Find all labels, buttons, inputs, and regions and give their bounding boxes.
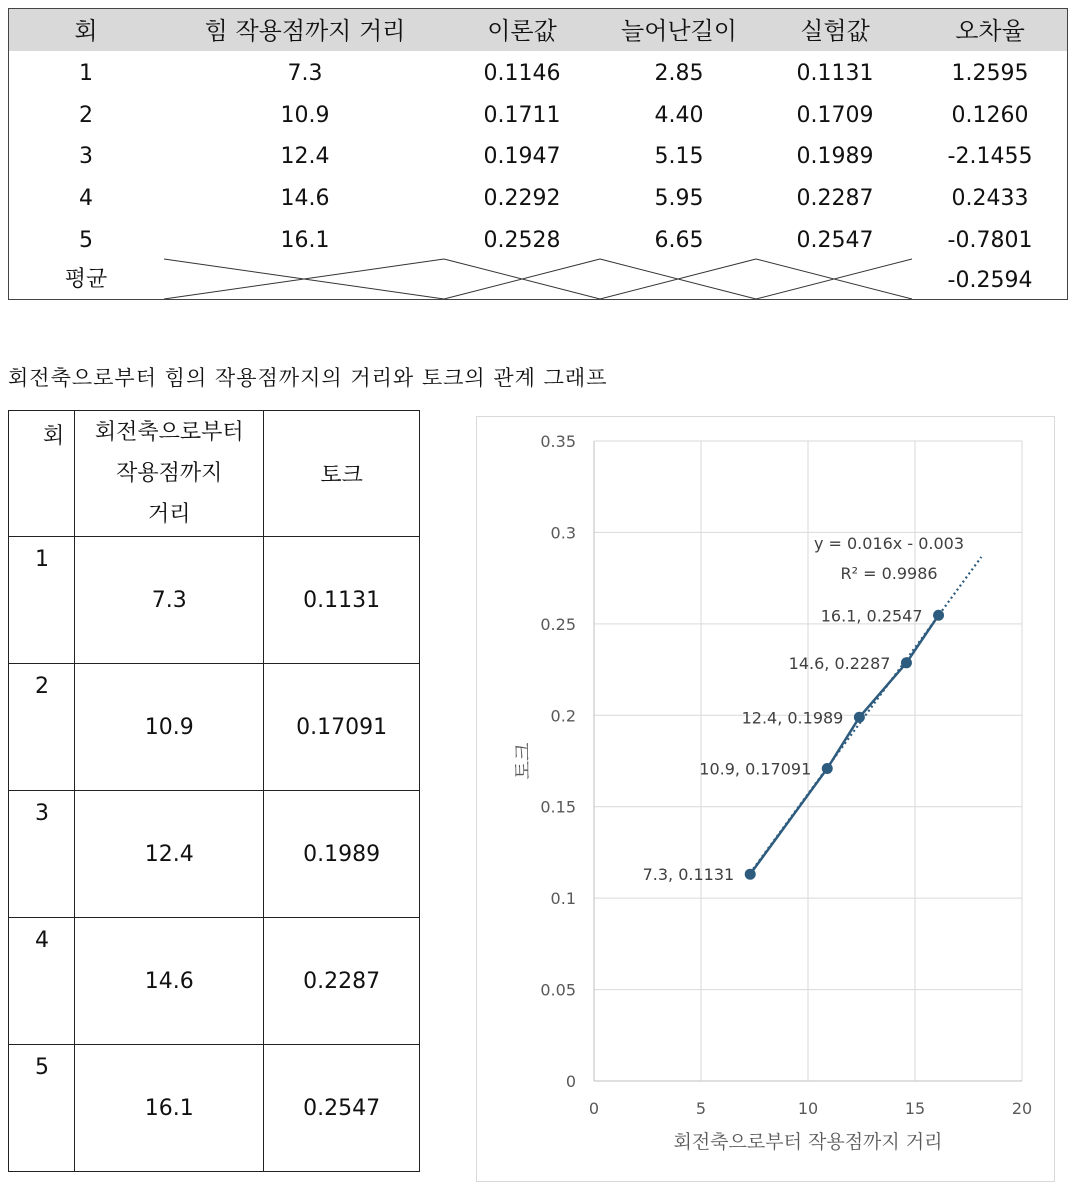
data-point (822, 763, 833, 774)
cell-elongation: 6.65 (654, 228, 704, 253)
header-error-rate: 오차율 (955, 17, 1025, 45)
cell-theoretical: 0.1711 (483, 103, 561, 128)
cell-distance: 16.1 (280, 228, 330, 253)
row-distance: 16.1 (75, 1045, 264, 1172)
cell-experimental: 0.2287 (796, 186, 874, 211)
cell-error-rate: -0.7801 (947, 228, 1033, 253)
cell-theoretical: 0.1947 (483, 144, 561, 169)
row-index: 5 (9, 1045, 75, 1172)
cell-round: 4 (79, 186, 93, 211)
cell-theoretical: 0.1146 (483, 61, 561, 86)
row-torque: 0.17091 (264, 664, 420, 791)
row-distance: 14.6 (75, 918, 264, 1045)
y-tick-label: 0.35 (540, 432, 576, 451)
cell-experimental: 0.1709 (796, 103, 874, 128)
data-label: 12.4, 0.1989 (741, 708, 844, 728)
x-tick-label: 15 (904, 1099, 926, 1118)
cell-elongation: 5.95 (654, 186, 704, 211)
row-distance: 7.3 (75, 537, 264, 664)
results-table (8, 8, 1068, 300)
table-row (9, 791, 420, 918)
y-tick-label: 0.2 (550, 706, 576, 726)
header-distance-line: 회전축으로부터 (94, 420, 244, 445)
cell-theoretical: 0.2528 (483, 228, 561, 253)
row-torque: 0.1989 (264, 791, 420, 918)
cell-distance: 7.3 (287, 61, 323, 86)
data-point (933, 610, 944, 621)
header-distance-line: 작용점까지 (116, 461, 223, 486)
cell-elongation: 5.15 (654, 144, 704, 169)
average-label: 평균 (64, 267, 108, 292)
header-distance (75, 411, 264, 537)
table-row (9, 1045, 420, 1172)
cell-error-rate: 1.2595 (951, 61, 1029, 86)
cell-distance: 12.4 (280, 144, 330, 169)
x-axis-title: 회전축으로부터 작용점까지 거리 (673, 1131, 943, 1153)
data-label: 16.1, 0.2547 (820, 606, 923, 626)
cell-error-rate: 0.1260 (951, 103, 1029, 128)
cell-distance: 14.6 (280, 186, 330, 211)
cell-experimental: 0.1989 (796, 144, 874, 169)
row-index: 3 (9, 791, 75, 918)
cell-round: 3 (79, 144, 93, 169)
data-point (745, 869, 756, 880)
row-torque: 0.1131 (264, 537, 420, 664)
x-tick-label: 10 (797, 1099, 819, 1118)
chart-svg (477, 417, 1054, 1181)
row-torque: 0.2547 (264, 1045, 420, 1172)
data-point (901, 657, 912, 668)
trendline-equation: y = 0.016x - 0.003 (813, 534, 965, 553)
y-axis-title: 토크 (512, 742, 534, 780)
cell-error-rate: 0.2433 (951, 186, 1029, 211)
header-round: 회 (74, 17, 98, 45)
row-distance: 12.4 (75, 791, 264, 918)
header-index: 회 (9, 411, 75, 537)
cell-round: 5 (79, 228, 93, 253)
cell-elongation: 4.40 (654, 103, 704, 128)
header-distance-line: 거리 (148, 502, 191, 527)
cell-round: 2 (79, 103, 93, 128)
row-index: 4 (9, 918, 75, 1045)
header-distance: 힘 작용점까지 거리 (204, 17, 406, 45)
x-tick-label: 5 (695, 1099, 707, 1118)
x-tick-label: 0 (588, 1099, 600, 1118)
header-theoretical: 이론값 (487, 17, 557, 45)
row-index: 2 (9, 664, 75, 791)
y-tick-label: 0.1 (550, 889, 576, 909)
table-row (9, 537, 420, 664)
row-torque: 0.2287 (264, 918, 420, 1045)
torque-chart (476, 416, 1055, 1182)
header-experimental: 실험값 (800, 17, 870, 45)
header-elongation: 늘어난길이 (621, 17, 737, 45)
trendline-r-squared: R² = 0.9986 (840, 564, 938, 583)
y-tick-label: 0.15 (540, 797, 576, 817)
graph-caption: 회전축으로부터 힘의 작용점까지의 거리와 토크의 관계 그래프 (8, 366, 608, 390)
data-label: 10.9, 0.17091 (699, 759, 812, 779)
y-tick-label: 0.3 (550, 523, 576, 543)
header-torque: 토크 (264, 411, 420, 537)
cell-experimental: 0.1131 (796, 61, 874, 86)
cell-error-rate: -2.1455 (947, 144, 1033, 169)
y-tick-label: 0 (565, 1072, 576, 1091)
row-distance: 10.9 (75, 664, 264, 791)
y-tick-label: 0.05 (540, 980, 576, 1000)
row-index: 1 (9, 537, 75, 664)
cell-experimental: 0.2547 (796, 228, 874, 253)
data-label: 7.3, 0.1131 (642, 865, 735, 885)
table-row (9, 918, 420, 1045)
torque-table-header-row (9, 411, 420, 537)
y-tick-label: 0.25 (540, 614, 576, 634)
cell-elongation: 2.85 (654, 61, 704, 86)
x-tick-label: 20 (1011, 1099, 1033, 1118)
cell-distance: 10.9 (280, 103, 330, 128)
data-point (854, 712, 865, 723)
average-value: -0.2594 (947, 268, 1033, 293)
cell-round: 1 (79, 61, 93, 86)
cell-theoretical: 0.2292 (483, 186, 561, 211)
torque-table (8, 410, 420, 1172)
table-row (9, 664, 420, 791)
data-label: 14.6, 0.2287 (788, 653, 891, 673)
